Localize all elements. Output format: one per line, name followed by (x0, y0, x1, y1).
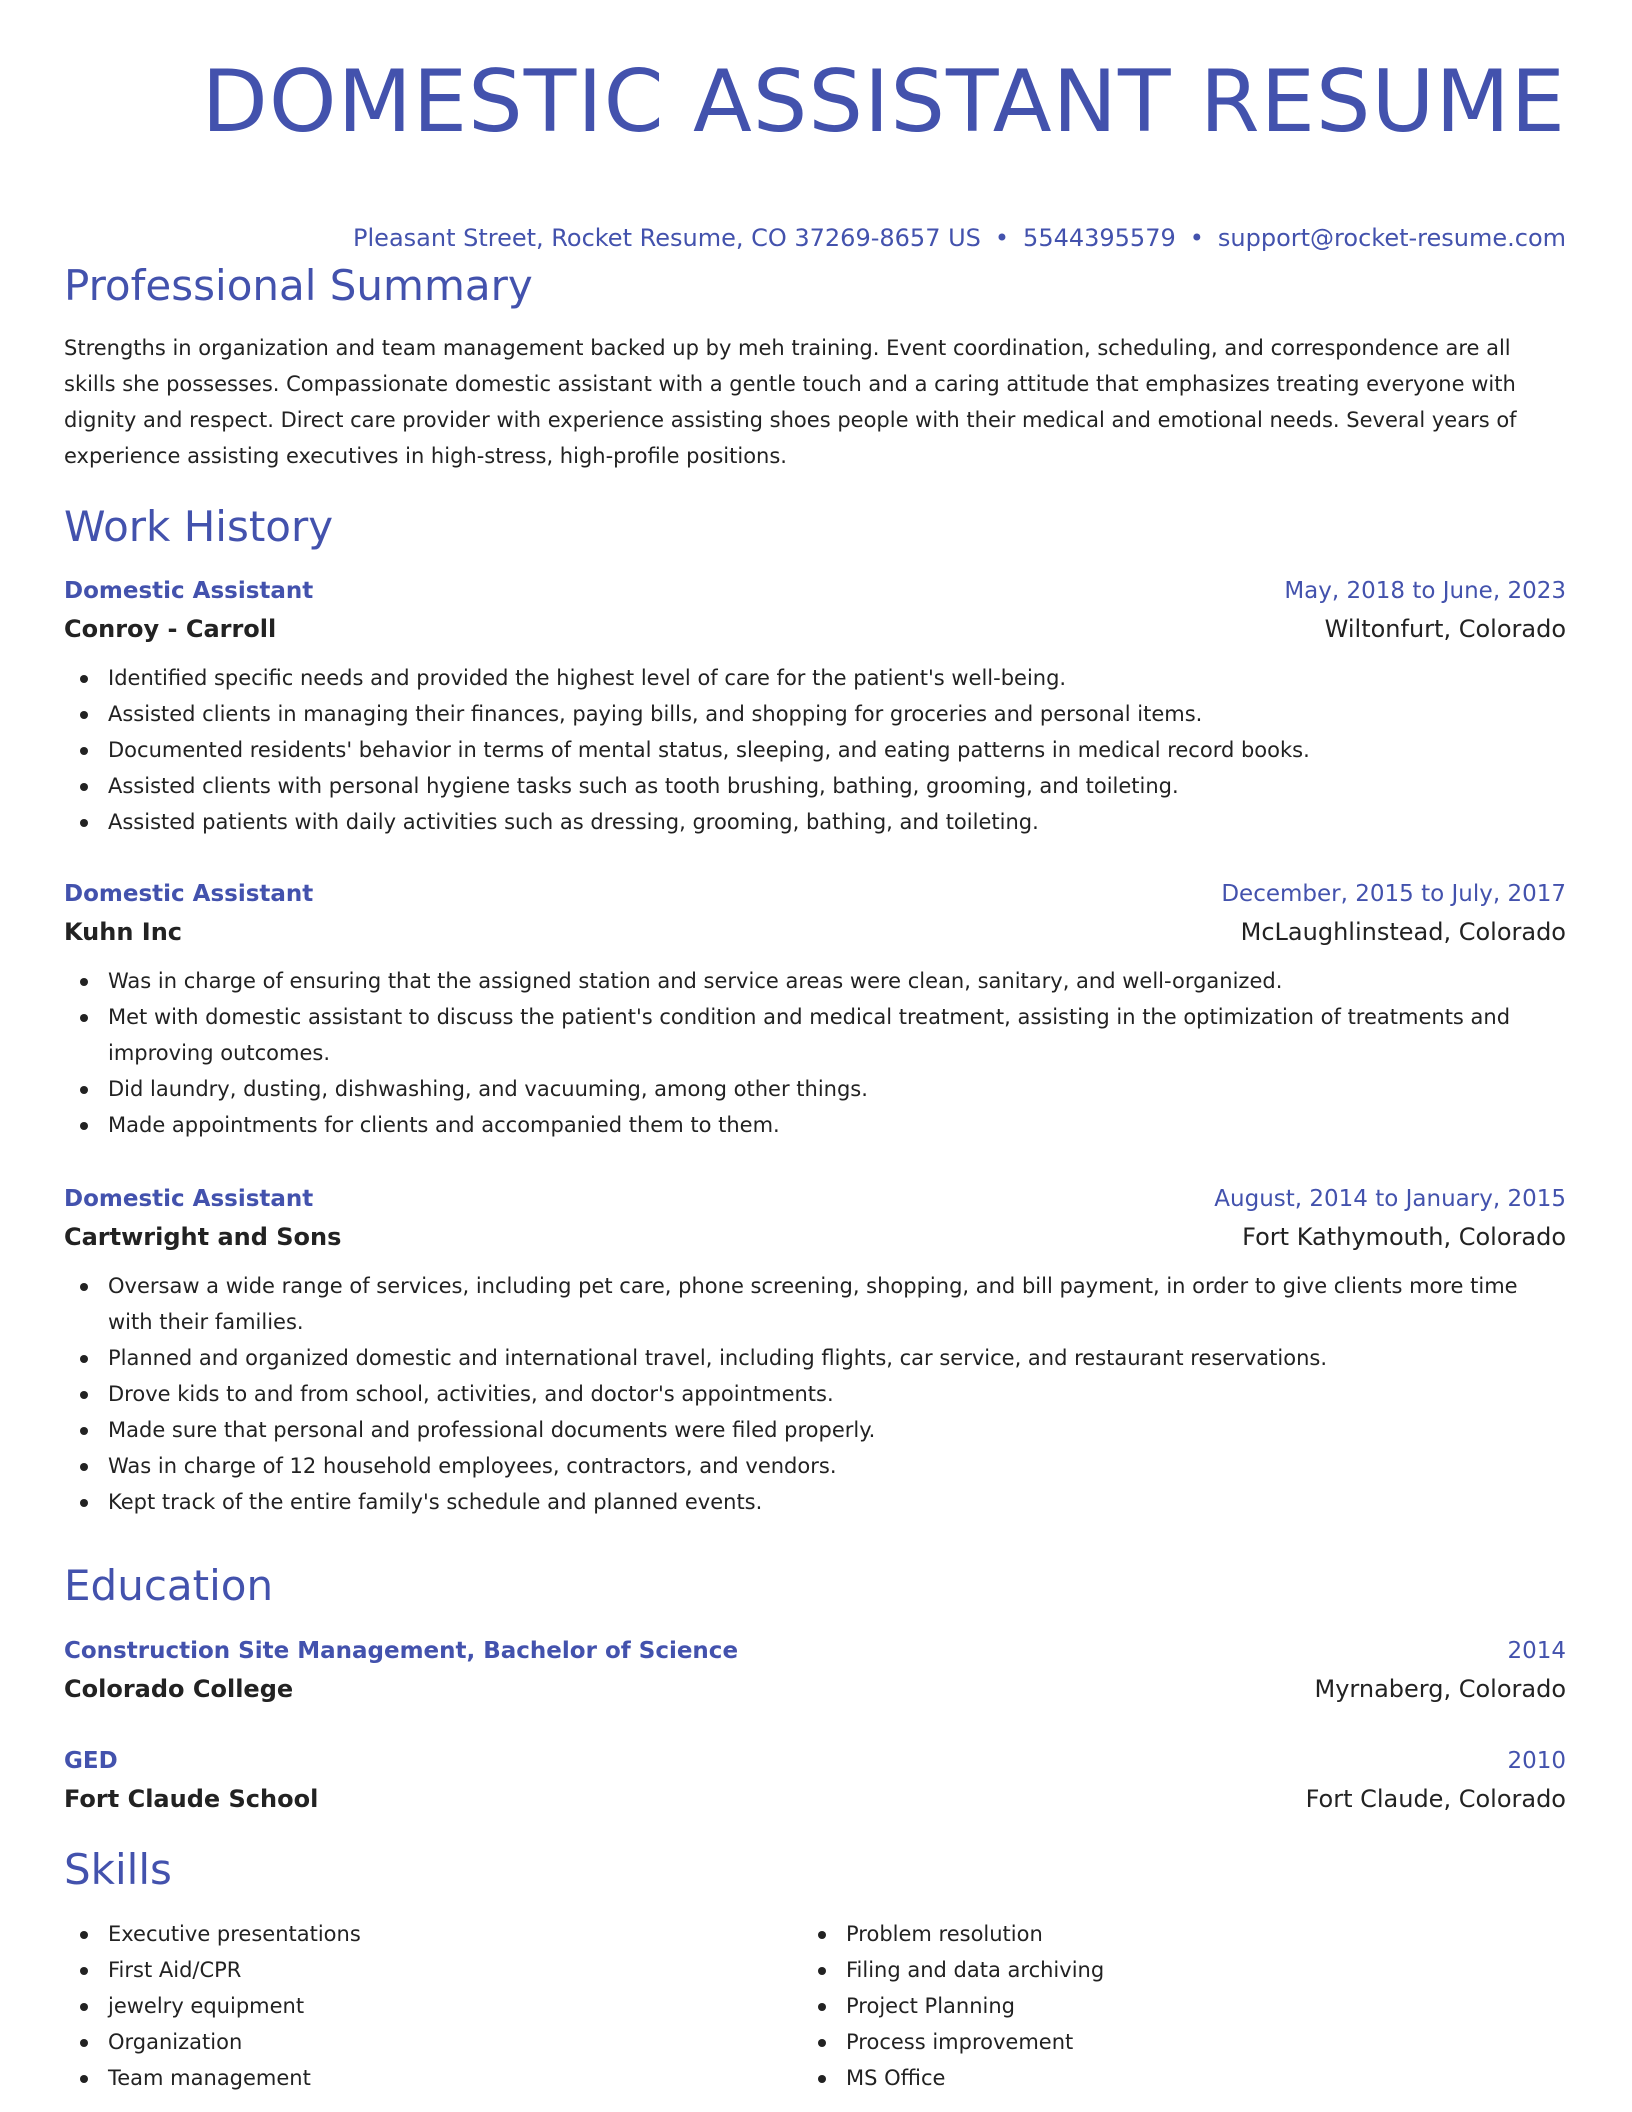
job-title: Domestic Assistant (64, 578, 314, 604)
education-entry (64, 1634, 1566, 1706)
contact-separator: • (994, 224, 1010, 252)
skill-item: Project Planning (802, 1988, 1540, 2024)
list-item: Made sure that personal and professional documents were filed properly. (64, 1412, 1566, 1448)
skill-item: Organization (64, 2024, 802, 2060)
list-item: Assisted clients in managing their finances, paying bills, and shopping for groceries and personal items. (64, 696, 1566, 732)
education-location: Myrnaberg, Colorado (1314, 1675, 1566, 1703)
skills-columns (64, 1916, 1566, 2096)
job-location: McLaughlinstead, Colorado (1240, 918, 1566, 946)
section-heading-summary: Professional Summary (64, 261, 533, 310)
contact-phone: 5544395579 (1023, 224, 1176, 252)
job-bullets (64, 1268, 1566, 1520)
skill-item: jewelry equipment (64, 1988, 802, 2024)
contact-address: Pleasant Street, Rocket Resume, CO 37269-8657 US (353, 224, 981, 252)
summary-text: Strengths in organization and team management backed up by meh training. Event coordination, scheduling, and correspondence are all skills she possesses. Compassionate domestic assistant with a gentle touch and a caring attitude that emphasizes treating everyone with dignity and respect. Direct care provider with experience assisting shoes people with their medical and emotional needs. Several years of experience assisting executives in high-stress, high-profile positions. (64, 336, 1517, 468)
skill-item: Problem resolution (802, 1916, 1540, 1952)
skill-item: Filing and data archiving (802, 1952, 1540, 1988)
job-title: Domestic Assistant (64, 1186, 314, 1212)
list-item: Was in charge of 12 household employees, contractors, and vendors. (64, 1448, 1566, 1484)
job-dates: August, 2014 to January, 2015 (1214, 1186, 1566, 1212)
education-year: 2014 (1507, 1638, 1566, 1664)
education-school: Colorado College (64, 1675, 294, 1703)
list-item: Was in charge of ensuring that the assigned station and service areas were clean, sanitary, and well-organized. (64, 963, 1566, 999)
job-company: Kuhn Inc (64, 918, 183, 946)
skill-item: Team management (64, 2060, 802, 2096)
section-heading-skills: Skills (64, 1845, 172, 1894)
education-entry (64, 1744, 1566, 1816)
job-bullets (64, 660, 1566, 840)
education-degree: Construction Site Management, Bachelor of Science (64, 1638, 739, 1664)
skill-item: MS Office (802, 2060, 1540, 2096)
job-title: Domestic Assistant (64, 881, 314, 907)
list-item: Kept track of the entire family's schedule and planned events. (64, 1484, 1566, 1520)
skills-list-right (802, 1916, 1540, 2096)
skill-item: First Aid/CPR (64, 1952, 802, 1988)
list-item: Met with domestic assistant to discuss the patient's condition and medical treatment, assisting in the optimization of treatments and improving outcomes. (64, 999, 1566, 1071)
job-location: Wiltonfurt, Colorado (1324, 615, 1566, 643)
list-item: Planned and organized domestic and international travel, including flights, car service, and restaurant reservations. (64, 1340, 1566, 1376)
contact-separator: • (1189, 224, 1204, 252)
section-heading-education: Education (64, 1561, 274, 1610)
resume-header (64, 52, 1566, 254)
job-location: Fort Kathymouth, Colorado (1242, 1223, 1566, 1251)
education-school: Fort Claude School (64, 1785, 319, 1813)
job-company: Conroy - Carroll (64, 615, 277, 643)
job-dates: December, 2015 to July, 2017 (1221, 881, 1566, 907)
list-item: Assisted clients with personal hygiene tasks such as tooth brushing, bathing, grooming, and toileting. (64, 768, 1566, 804)
education-year: 2010 (1507, 1748, 1566, 1774)
skills-list-left (64, 1916, 802, 2096)
education-degree: GED (64, 1748, 118, 1774)
list-item: Identified specific needs and provided the highest level of care for the patient's well-being. (64, 660, 1566, 696)
list-item: Did laundry, dusting, dishwashing, and vacuuming, among other things. (64, 1071, 1566, 1107)
job-entry (64, 1182, 1566, 1520)
contact-line (64, 222, 1566, 254)
list-item: Drove kids to and from school, activities, and doctor's appointments. (64, 1376, 1566, 1412)
list-item: Documented residents' behavior in terms of mental status, sleeping, and eating patterns in medical record books. (64, 732, 1566, 768)
job-dates: May, 2018 to June, 2023 (1284, 578, 1566, 604)
section-heading-work: Work History (64, 502, 334, 551)
list-item: Assisted patients with daily activities such as dressing, grooming, bathing, and toileting. (64, 804, 1566, 840)
education-location: Fort Claude, Colorado (1305, 1785, 1566, 1813)
skill-item: Executive presentations (64, 1916, 802, 1952)
job-entry (64, 877, 1566, 1143)
job-entry (64, 574, 1566, 840)
contact-email[interactable]: support@rocket-resume.com (1217, 224, 1566, 252)
list-item: Made appointments for clients and accompanied them to them. (64, 1107, 1566, 1143)
job-company: Cartwright and Sons (64, 1223, 342, 1251)
list-item: Oversaw a wide range of services, including pet care, phone screening, shopping, and bill payment, in order to give clients more time with their families. (64, 1268, 1566, 1340)
job-bullets (64, 963, 1566, 1143)
skill-item: Process improvement (802, 2024, 1540, 2060)
resume-title: DOMESTIC ASSISTANT RESUME (201, 52, 1566, 152)
